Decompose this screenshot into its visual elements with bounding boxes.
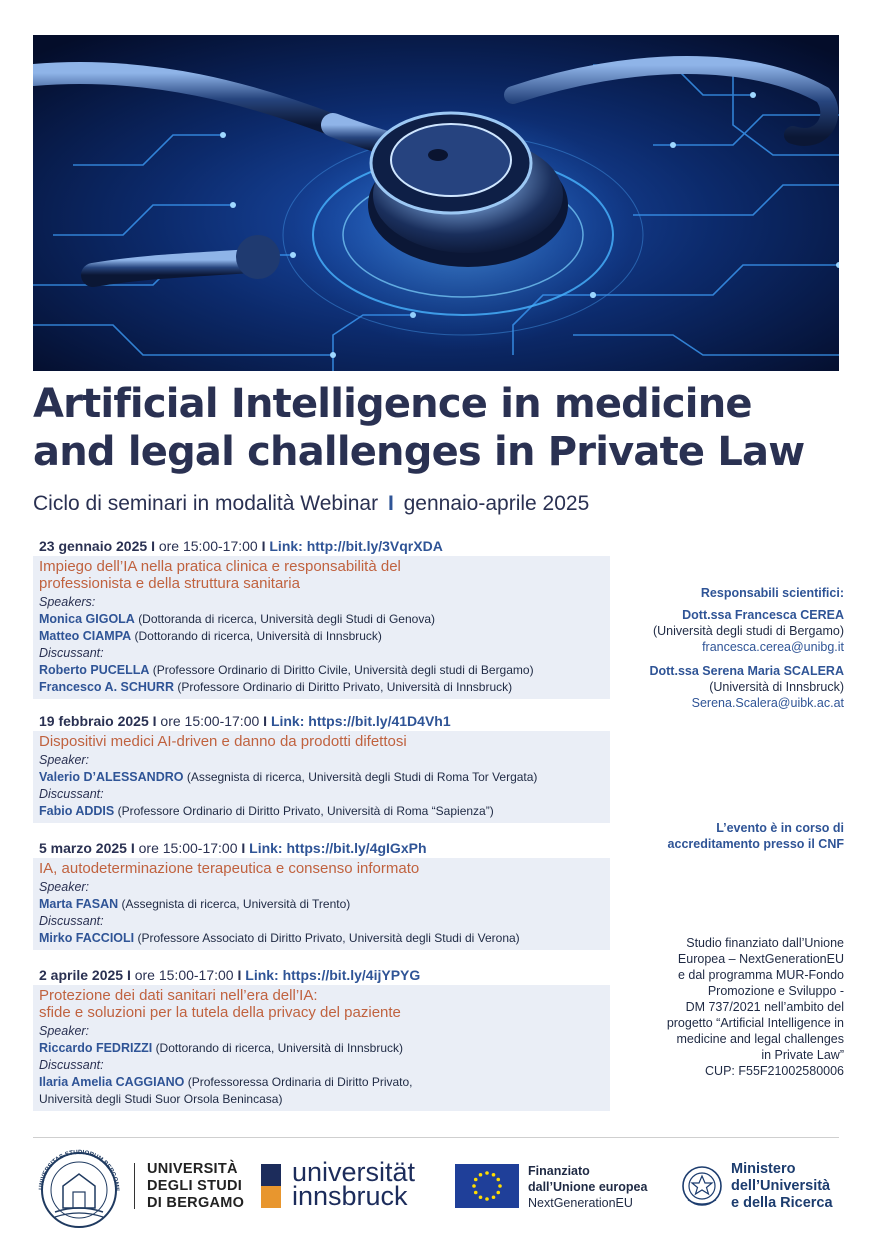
uibk-line: universität — [292, 1157, 416, 1187]
discussant — [39, 930, 604, 947]
session-time: ore 15:00-17:00 — [160, 713, 260, 729]
session-3 — [33, 838, 610, 950]
discussant-affiliation-continued: Università degli Studi Suor Orsola Benincasa) — [39, 1092, 283, 1106]
discussant-name: Ilaria Amelia CAGGIANO — [39, 1075, 185, 1089]
funding-line: progetto “Artificial Intelligence in — [666, 1016, 844, 1030]
discussant-affiliation: (Professore Associato di Diritto Privato, Università degli Studi di Verona) — [137, 931, 520, 945]
speaker-name: Monica GIGOLA — [39, 612, 135, 626]
eu-line: dall’Unione europea — [528, 1180, 648, 1194]
separator-1: I — [151, 538, 155, 554]
session-title-line: sfide e soluzioni per la tutela della privacy del paziente — [39, 1004, 401, 1021]
session-header — [33, 711, 610, 731]
discussant-name: Mirko FACCIOLI — [39, 931, 135, 945]
discussant-name: Fabio ADDIS — [39, 804, 115, 818]
mur-line: dell’Università — [731, 1178, 831, 1194]
unibg-divider — [134, 1163, 135, 1209]
speakers-label: Speaker: — [39, 1024, 90, 1038]
eu-line: Finanziato — [528, 1164, 590, 1178]
eu-star-icon — [485, 1197, 489, 1201]
session-title: IA, autodeterminazione terapeutica e consenso informato — [39, 860, 420, 877]
scientific-managers — [649, 585, 844, 711]
session-2 — [33, 711, 610, 823]
unibg-seal-icon — [33, 1146, 125, 1228]
discussant-affiliation: (Professore Ordinario di Diritto Privato, Università di Innsbruck) — [177, 680, 513, 694]
discussant-affiliation: (Professore Ordinario di Diritto Civile, Università degli studi di Bergamo) — [152, 663, 534, 677]
subtitle-right: gennaio-aprile 2025 — [403, 492, 590, 515]
funding-line: e dal programma MUR-Fondo — [677, 968, 844, 982]
speaker — [39, 611, 604, 628]
eu-star-icon — [472, 1184, 476, 1188]
eu-star-icon — [498, 1184, 502, 1188]
discussant-affiliation: (Professore Ordinario di Diritto Privato, Università di Roma “Sapienza”) — [117, 804, 494, 818]
uibk-logo-text — [292, 1157, 416, 1211]
subtitle-left: Ciclo di seminari in modalità Webinar — [33, 492, 379, 515]
session-header — [33, 536, 610, 556]
funding-statement — [667, 935, 844, 1079]
speaker-name: Valerio D’ALESSANDRO — [39, 770, 184, 784]
speaker-affiliation: (Dottorando di ricerca, Università di Innsbruck) — [134, 629, 382, 643]
hero-image — [33, 35, 839, 371]
discussant-affiliation: (Professoressa Ordinaria di Diritto Privato, — [187, 1075, 413, 1089]
session-1 — [33, 536, 610, 699]
unibg-line: DI BERGAMO — [147, 1195, 245, 1211]
session-body — [33, 858, 610, 950]
session-link[interactable]: Link: https://bit.ly/4ijYPYG — [245, 967, 421, 983]
session-body — [33, 985, 610, 1111]
separator-1: I — [130, 840, 135, 856]
funding-line: in Private Law” — [761, 1048, 844, 1062]
manager-1-affiliation: (Università degli studi di Bergamo) — [652, 624, 844, 638]
unibg-line: UNIVERSITÀ — [147, 1161, 238, 1177]
eu-star-icon — [474, 1178, 478, 1182]
emblem-of-italy — [680, 1162, 724, 1210]
session-date: 5 marzo 2025 — [39, 840, 127, 856]
uibk-orange-square — [261, 1186, 281, 1208]
session-date: 19 febbraio 2025 — [39, 713, 149, 729]
unibg-seal-logo — [33, 1146, 125, 1228]
page-title — [33, 380, 863, 476]
funding-line: Europea – NextGenerationEU — [677, 952, 844, 966]
eu-star-icon — [485, 1171, 489, 1175]
session-header — [33, 838, 610, 858]
uibk-logo-mark — [261, 1164, 281, 1208]
speaker-name: Riccardo FEDRIZZI — [39, 1041, 153, 1055]
session-link[interactable]: Link: https://bit.ly/41D4Vh1 — [270, 713, 451, 729]
speaker — [39, 628, 604, 645]
funding-line: Studio finanziato dall’Unione — [686, 936, 844, 950]
eu-star-icon — [496, 1178, 500, 1182]
funding-line: DM 737/2021 nell’ambito del — [685, 1000, 844, 1014]
session-body — [33, 556, 610, 699]
stethoscope-circuit-illustration — [33, 35, 839, 371]
unibg-line: DEGLI STUDI — [147, 1178, 243, 1194]
eu-flag-icon — [455, 1164, 519, 1208]
scientific-managers-heading: Responsabili scientifici: — [700, 586, 844, 600]
subtitle-separator: I — [387, 492, 394, 515]
session-time: ore 15:00-17:00 — [138, 840, 238, 856]
eu-flag — [455, 1164, 519, 1208]
uibk-line: innsbruck — [292, 1181, 408, 1211]
eu-line: NextGenerationEU — [528, 1196, 633, 1210]
unibg-seal-text: UNIVERSITAS STUDIORUM BERGOME — [37, 1148, 121, 1192]
speaker-affiliation: (Assegnista di ricerca, Università degli Studi di Roma Tor Vergata) — [186, 770, 538, 784]
session-title — [39, 987, 604, 1021]
discussants-label: Discussant: — [39, 914, 104, 928]
manager-2-email[interactable]: Serena.Scalera@uibk.ac.at — [691, 696, 844, 710]
discussant — [39, 1074, 604, 1091]
speaker — [39, 896, 604, 913]
uibk-blue-square — [261, 1164, 281, 1186]
session-title: Dispositivi medici AI-driven e danno da prodotti difettosi — [39, 733, 407, 750]
separator-2: I — [261, 538, 266, 554]
separator-1: I — [152, 713, 157, 729]
manager-1-email[interactable]: francesca.cerea@unibg.it — [702, 640, 844, 654]
eu-star-icon — [474, 1191, 478, 1195]
cnf-line: accreditamento presso il CNF — [667, 837, 844, 851]
footer-divider — [33, 1137, 839, 1138]
eu-star-icon — [492, 1173, 496, 1177]
discussant — [39, 803, 604, 820]
speakers-label: Speaker: — [39, 880, 90, 894]
session-time: ore 15:00-17:00 — [134, 967, 234, 983]
eu-funding-logo-text — [528, 1163, 647, 1211]
cnf-accreditation-note — [668, 820, 844, 852]
eu-star-icon — [479, 1195, 483, 1199]
discussants-label: Discussant: — [39, 787, 104, 801]
mur-line: Ministero — [731, 1161, 796, 1177]
manager-1-name: Dott.ssa Francesca CEREA — [682, 608, 844, 622]
speakers-label: Speakers: — [39, 595, 96, 609]
session-title-line: professionista e della struttura sanitaria — [39, 575, 300, 592]
speaker-affiliation: (Dottorando di ricerca, Università di Innsbruck) — [155, 1041, 403, 1055]
mur-logo-text — [731, 1161, 833, 1212]
subtitle — [33, 492, 589, 516]
funding-line: CUP: F55F21002580006 — [705, 1064, 844, 1078]
session-time: ore 15:00-17:00 — [158, 538, 258, 554]
speaker-affiliation: (Dottoranda di ricerca, Università degli Studi di Genova) — [138, 612, 435, 626]
eu-star-icon — [479, 1173, 483, 1177]
unibg-logo-text — [147, 1161, 244, 1212]
speaker-name: Marta FASAN — [39, 897, 119, 911]
discussants-label: Discussant: — [39, 1058, 104, 1072]
session-title-line: Protezione dei dati sanitari nell’era dell’IA: — [39, 987, 318, 1004]
session-header — [33, 965, 610, 985]
discussants-label: Discussant: — [39, 646, 104, 660]
title-line-1: Artificial Intelligence in medicine — [33, 381, 752, 427]
session-body — [33, 731, 610, 823]
speaker-affiliation: (Assegnista di ricerca, Università di Trento) — [121, 897, 351, 911]
cnf-line: L’evento è in corso di — [716, 821, 844, 835]
discussant-name: Roberto PUCELLA — [39, 663, 150, 677]
session-date: 23 gennaio 2025 — [39, 538, 148, 554]
speaker — [39, 769, 604, 786]
speakers-label: Speaker: — [39, 753, 90, 767]
mur-line: e della Ricerca — [731, 1195, 833, 1211]
speaker — [39, 1040, 604, 1057]
session-date: 2 aprile 2025 — [39, 967, 124, 983]
eu-star-icon — [496, 1191, 500, 1195]
eu-star-icon — [492, 1195, 496, 1199]
separator-2: I — [237, 967, 242, 983]
separator-2: I — [263, 713, 268, 729]
session-title — [39, 558, 604, 592]
manager-2-affiliation: (Università di Innsbruck) — [709, 680, 844, 694]
funding-line: medicine and legal challenges — [676, 1032, 844, 1046]
discussant-name: Francesco A. SCHURR — [39, 680, 174, 694]
separator-2: I — [241, 840, 246, 856]
funding-line: Promozione e Sviluppo - — [707, 984, 844, 998]
speaker-name: Matteo CIAMPA — [39, 629, 132, 643]
discussant — [39, 662, 604, 679]
session-link[interactable]: Link: https://bit.ly/4gIGxPh — [249, 840, 427, 856]
discussant — [39, 679, 604, 696]
italian-emblem-icon — [680, 1162, 724, 1210]
manager-2-name: Dott.ssa Serena Maria SCALERA — [649, 664, 844, 678]
session-link[interactable]: Link: http://bit.ly/3VqrXDA — [269, 538, 443, 554]
session-title-line: Impiego dell’IA nella pratica clinica e responsabilità del — [39, 558, 401, 575]
separator-1: I — [126, 967, 131, 983]
title-line-2: and legal challenges in Private Law — [33, 429, 805, 475]
session-4 — [33, 965, 610, 1111]
